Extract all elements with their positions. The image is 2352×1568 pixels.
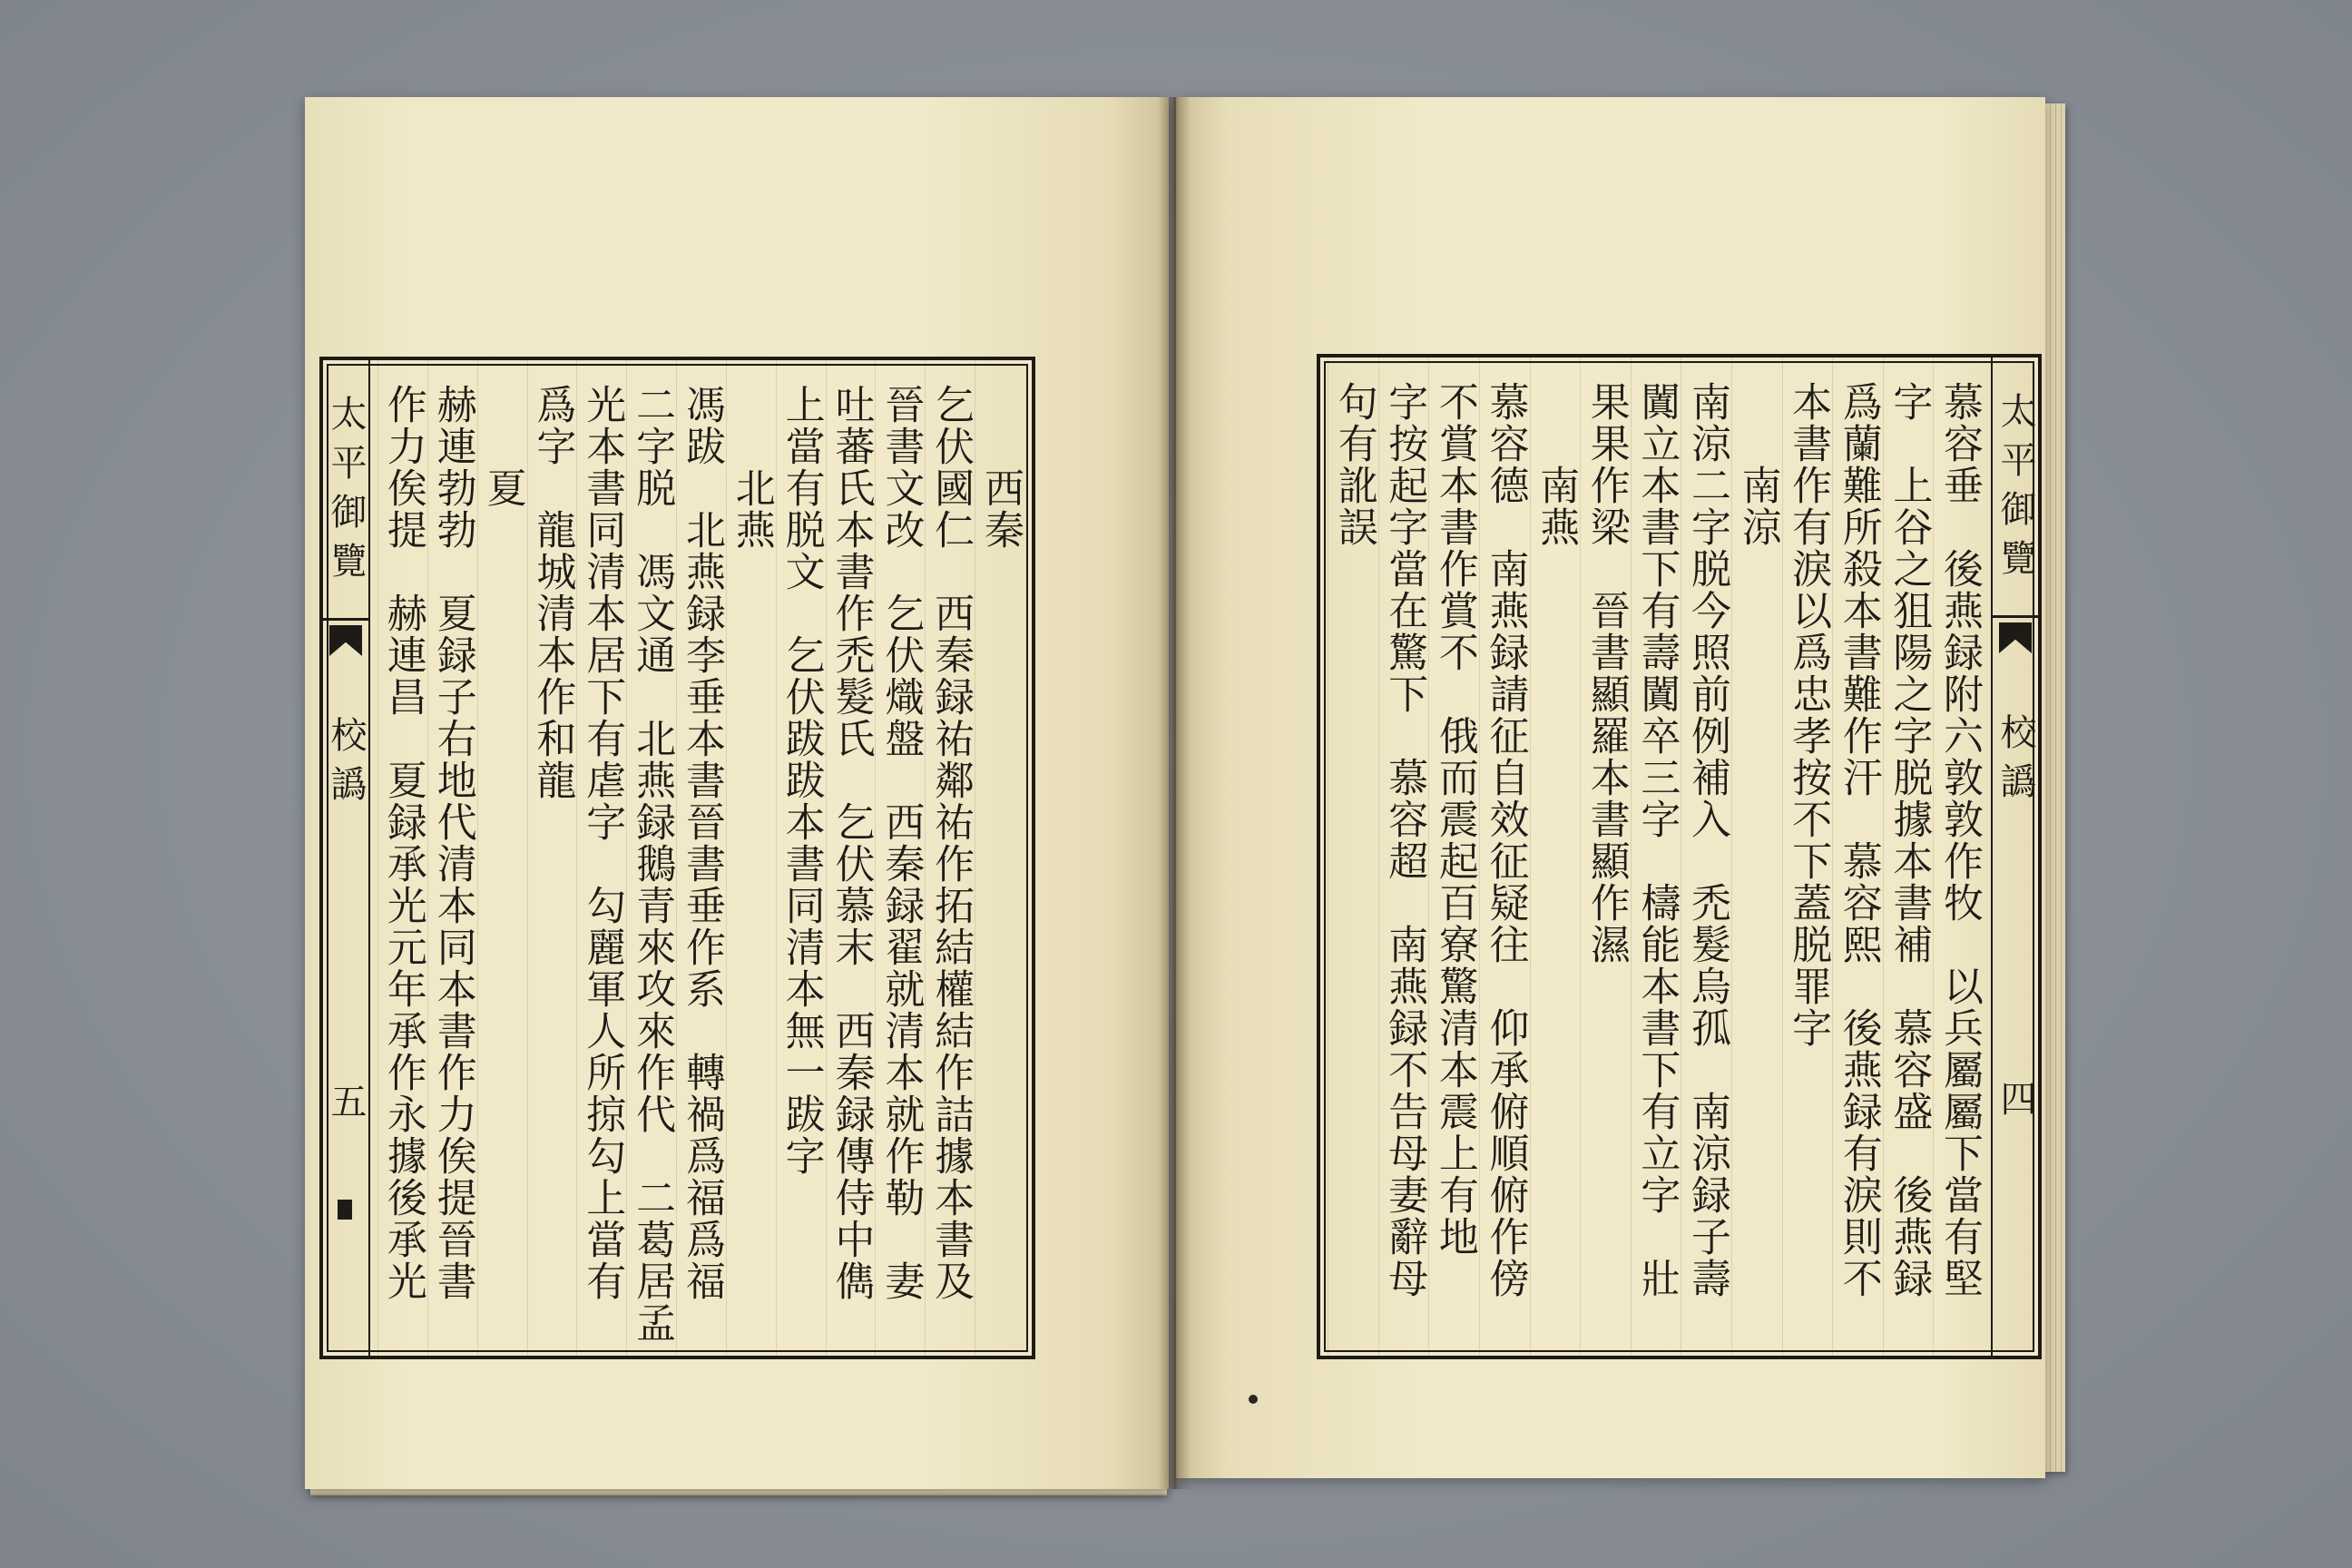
- fold-rule: [323, 618, 368, 621]
- heading-column: 北燕: [726, 360, 776, 1356]
- fold-title: 太平御覽: [1994, 392, 2036, 588]
- ink-mark: [338, 1200, 352, 1220]
- text-columns: [370, 360, 1032, 1356]
- fold-rule: [1993, 615, 2038, 618]
- paper-speck: [1249, 1395, 1258, 1404]
- heading-column: 南涼: [1731, 358, 1782, 1356]
- fishtail-mark: [329, 625, 362, 656]
- text-column: 慕容德 南燕録請征自效征疑往 仰承俯順俯作傍: [1479, 358, 1530, 1356]
- right-print-frame: [1317, 354, 2042, 1359]
- left-page: [305, 97, 1169, 1489]
- right-page: [1176, 97, 2045, 1478]
- text-column: 馮跋 北燕録李垂本書晉書垂作系 轉禍爲福爲福: [676, 360, 726, 1356]
- text-column: 字按起字當在驚下 慕容超 南燕録不告母妻辭母: [1378, 358, 1429, 1356]
- fold-section-label: 校譌: [1994, 713, 2036, 811]
- right-fold-column: [1991, 358, 2038, 1356]
- text-column: 晉書文改 乞伏熾盤 西秦録翟就清本就作勒 妻: [875, 360, 925, 1356]
- heading-column: 南燕: [1530, 358, 1581, 1356]
- text-column: 不賞本書作賞不 俄而震起百寮驚清本震上有地: [1428, 358, 1479, 1356]
- text-column: 上當有脱文 乞伏跋跋本書同清本無一跋字: [776, 360, 826, 1356]
- page-number: 五: [325, 1083, 367, 1132]
- fishtail-mark: [1999, 622, 2032, 653]
- fold-title: 太平御覽: [325, 395, 367, 591]
- binding-gutter: [1158, 97, 1191, 1489]
- text-column: 吐蕃氏本書作禿髮氏 乞伏慕末 西秦録傳侍中儁: [826, 360, 876, 1356]
- fold-section-label: 校譌: [325, 716, 367, 814]
- heading-column: 西秦: [975, 360, 1024, 1356]
- text-column: 慕容垂 後燕録附六敦敦作牧 以兵屬屬下當有堅: [1933, 358, 1984, 1356]
- heading-column: 夏: [477, 360, 527, 1356]
- text-column: 光本書同清本居下有虐字 勾麗軍人所掠勾上當有: [576, 360, 626, 1356]
- text-column: 二字脱 馮文通 北燕録鵝青來攻來作代 二葛居孟: [626, 360, 676, 1356]
- text-column: 字 上谷之狙陽之字脱據本書補 慕容盛 後燕録: [1883, 358, 1934, 1356]
- text-column: 南涼二字脱今照前例補入 禿髮烏孤 南涼録子壽: [1681, 358, 1731, 1356]
- text-column: 乞伏國仁 西秦録祐鄰祐作拓結權結作詰據本書及: [925, 360, 975, 1356]
- text-column: 句有訛誤: [1328, 358, 1378, 1356]
- text-column: 闐立本書下有壽闐卒三字 檮能本書下有立字 壯: [1631, 358, 1681, 1356]
- text-columns: [1320, 358, 1991, 1356]
- text-column: 爲字 龍城清本作和龍: [527, 360, 577, 1356]
- left-print-frame: [319, 357, 1035, 1359]
- text-column: 赫連勃勃 夏録子右地代清本同本書作力俟提晉書: [427, 360, 477, 1356]
- text-column: 本書作有淚以爲忠孝按不下蓋脱罪字: [1782, 358, 1833, 1356]
- page-number: 四: [1994, 1080, 2036, 1129]
- text-column: 果果作梁 晉書顯羅本書顯作濕: [1580, 358, 1631, 1356]
- text-column: 作力俟提 赫連昌 夏録承光元年承作永據後承光: [377, 360, 427, 1356]
- left-fold-column: [323, 360, 370, 1356]
- text-column: 爲蘭難所殺本書難作汗 慕容熙 後燕録有淚則不: [1832, 358, 1883, 1356]
